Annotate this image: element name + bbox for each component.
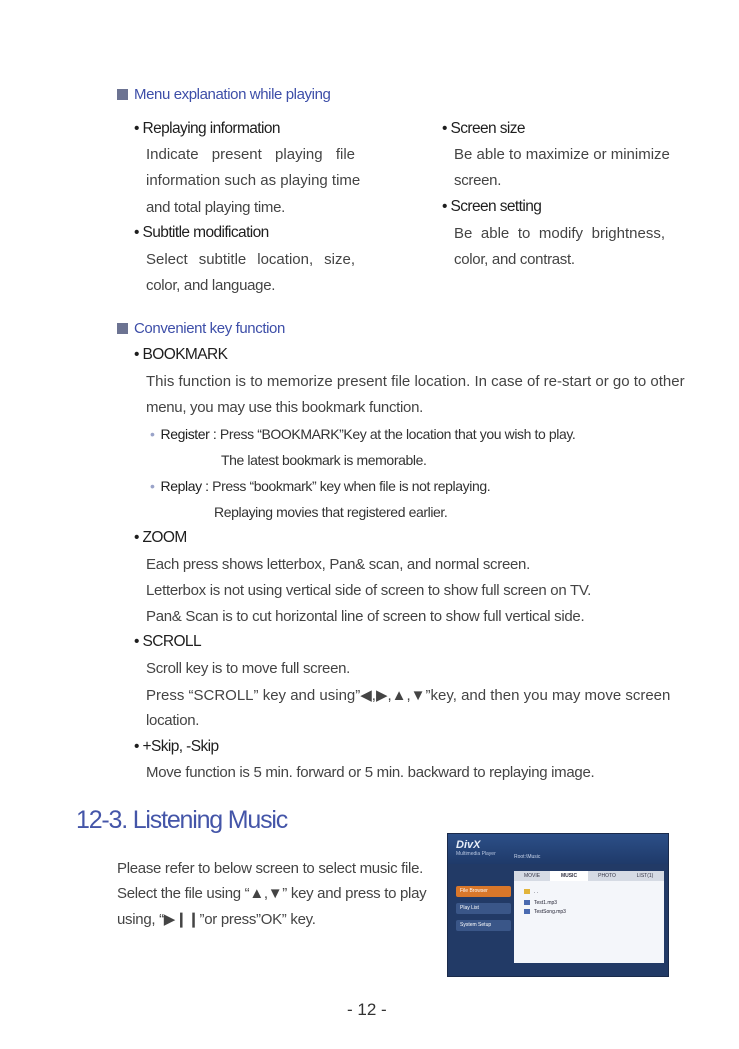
music-note-icon [524,900,530,905]
bookmark-register [150,426,575,442]
screen-setting-title-text: Screen setting [450,198,542,215]
square-bullet-icon [117,89,128,100]
screen-file-row [524,889,538,895]
item-skip-title: • +Skip, -Skip [134,738,219,755]
screen-tab-music: MUSIC [550,871,588,881]
scroll-line-1: Scroll key is to move full screen. [146,660,351,677]
screen-size-line-1: Be able to maximize or minimize [454,146,670,163]
screen-size-title-text: Screen size [450,120,525,137]
item-replaying-title: • Replaying information [134,120,280,137]
scroll-line-2: Press “SCROLL” key and using”◀,▶,▲,▼”key, and then you may move screen [146,687,671,704]
screen-header [448,834,668,864]
music-line-2: Select the file using “▲,▼” key and press to play [117,885,427,902]
screen-tab-photo: PHOTO [598,873,616,879]
scroll-title-text: SCROLL [142,633,201,650]
music-heading: 12-3. Listening Music [76,806,288,834]
screen-menu-system-setup: System Setup [456,920,511,931]
zoom-line-2: Letterbox is not using vertical side of screen to show full screen on TV. [146,582,592,599]
register-label: Register : [160,426,217,442]
replaying-title-text: Replaying information [142,120,280,137]
divx-logo: DivX [456,839,481,851]
screen-path: Root:\Music [514,854,541,860]
screen-tabs [514,871,664,881]
zoom-title-text: ZOOM [142,529,187,546]
replaying-line-2: information such as playing time [146,172,361,189]
scroll-line-3: location. [146,712,200,729]
section-heading-keys-text: Convenient key function [134,320,285,337]
screen-setting-line-2: color, and contrast. [454,251,575,268]
page-number: - 12 - [347,1000,387,1019]
screen-file-panel [514,881,664,963]
subtitle-line-1: Select subtitle location, size, [146,251,355,268]
item-scroll-title: • SCROLL [134,633,201,650]
item-bookmark-title: • BOOKMARK [134,346,228,363]
zoom-line-1: Each press shows letterbox, Pan& scan, and normal screen. [146,556,530,573]
section-heading-menu [117,86,330,103]
replaying-line-1: Indicate present playing file [146,146,355,163]
screen-file-row [524,909,566,915]
skip-title-text: +Skip, -Skip [142,738,219,755]
item-screen-size-title: • Screen size [442,120,525,137]
screen-menu-file-browser: File Browser [456,886,511,897]
section-heading-menu-text: Menu explanation while playing [134,86,331,103]
replaying-line-3: and total playing time. [146,199,286,216]
replay-text: Press “bookmark” key when file is not replaying. [208,478,491,494]
bookmark-register-cont: The latest bookmark is memorable. [221,452,427,468]
dot-bullet-icon: • [150,478,155,494]
screen-file-row [524,900,557,906]
screen-size-line-2: screen. [454,172,502,189]
item-zoom-title: • ZOOM [134,529,187,546]
register-text: Press “BOOKMARK”Key at the location that you wish to play. [216,426,576,442]
music-line-3: using, “▶❙❙”or press”OK” key. [117,911,316,928]
music-note-icon [524,909,530,914]
divx-logo-subtitle: Multimedia Player [456,851,496,857]
item-screen-setting-title: • Screen setting [442,198,542,215]
bookmark-line-2: menu, you may use this bookmark function. [146,399,424,416]
dot-bullet-icon: • [150,426,155,442]
bookmark-replay-cont: Replaying movies that registered earlier. [214,504,448,520]
item-subtitle-title: • Subtitle modification [134,224,269,241]
subtitle-title-text: Subtitle modification [142,224,269,241]
bookmark-line-1: This function is to memorize present file location. In case of re-start or go to other [146,373,685,390]
screen-file-name: TestSong.mp3 [534,909,566,915]
zoom-line-3: Pan& Scan is to cut horizontal line of screen to show full vertical side. [146,608,585,625]
square-bullet-icon [117,323,128,334]
bookmark-title-text: BOOKMARK [142,346,228,363]
bookmark-replay [150,478,490,494]
section-heading-keys [117,320,285,337]
screen-tab-movie: MOVIE [523,873,541,879]
folder-icon [524,889,530,894]
music-line-1: Please refer to below screen to select music file. [117,860,423,877]
screen-tab-list: LIST(1) [636,873,654,879]
screen-menu-play-list: Play List [456,903,511,914]
subtitle-line-2: color, and language. [146,277,276,294]
screen-setting-line-1: Be able to modify brightness, [454,225,665,242]
screen-file-name: Test1.mp3 [534,900,558,906]
screen-file-name: . . [534,889,539,895]
music-screen-image [447,833,669,977]
replay-label: Replay : [160,478,209,494]
skip-line-1: Move function is 5 min. forward or 5 min. backward to replaying image. [146,764,595,781]
